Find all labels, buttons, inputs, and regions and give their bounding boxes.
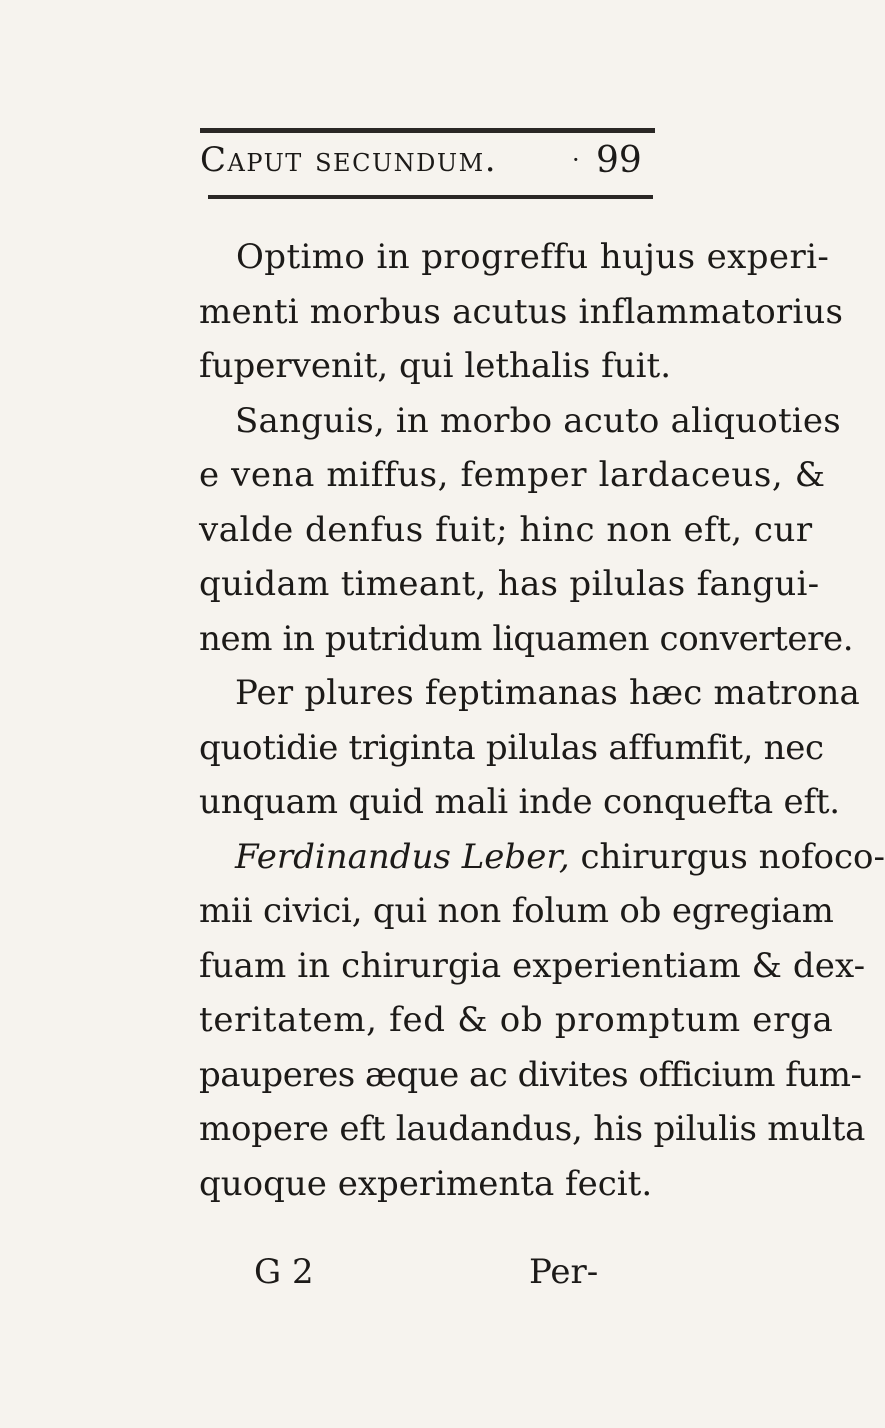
body-line: unquam quid mali inde conquefta eft. — [199, 782, 840, 822]
running-head-bullet: · — [572, 146, 580, 174]
signature-mark: G 2 — [254, 1252, 314, 1292]
body-line: mii civici, qui non folum ob egregiam — [199, 891, 834, 931]
body-line: quidam timeant, has pilulas fangui- — [199, 564, 820, 604]
body-line: Sanguis, in morbo acuto aliquoties — [235, 401, 841, 441]
body-line: fuam in chirurgia experientiam & dex- — [199, 946, 866, 986]
body-line: mopere eft laudandus, his pilulis multa — [199, 1109, 866, 1149]
body-line-text: chirurgus nofoco- — [580, 837, 885, 877]
person-name: Ferdinandus Leber, — [235, 837, 570, 877]
body-line: menti morbus acutus inflammatorius — [199, 292, 844, 332]
header-rule-bottom — [208, 195, 653, 199]
body-line: quotidie triginta pilulas affumfit, nec — [199, 728, 824, 768]
header-rule-top — [200, 128, 655, 133]
page-number: 99 — [596, 140, 642, 181]
running-head-title: Caput secundum. — [200, 140, 498, 180]
body-line: teritatem, fed & ob promptum erga — [199, 1000, 834, 1040]
body-line: e vena miffus, femper lardaceus, & — [199, 455, 826, 495]
body-line: pauperes æque ac divites officium fum- — [199, 1055, 862, 1095]
catchword: Per- — [529, 1252, 599, 1292]
body-line: fupervenit, qui lethalis fuit. — [199, 346, 671, 386]
body-line: Optimo in progreffu hujus experi- — [236, 237, 830, 277]
body-line: Per plures feptimanas hæc matrona — [235, 673, 861, 713]
body-line: nem in putridum liquamen convertere. — [199, 619, 854, 659]
body-line: valde denfus fuit; hinc non eft, cur — [199, 510, 813, 550]
body-line-with-name — [235, 837, 885, 877]
body-line: quoque experimenta fecit. — [199, 1164, 653, 1204]
